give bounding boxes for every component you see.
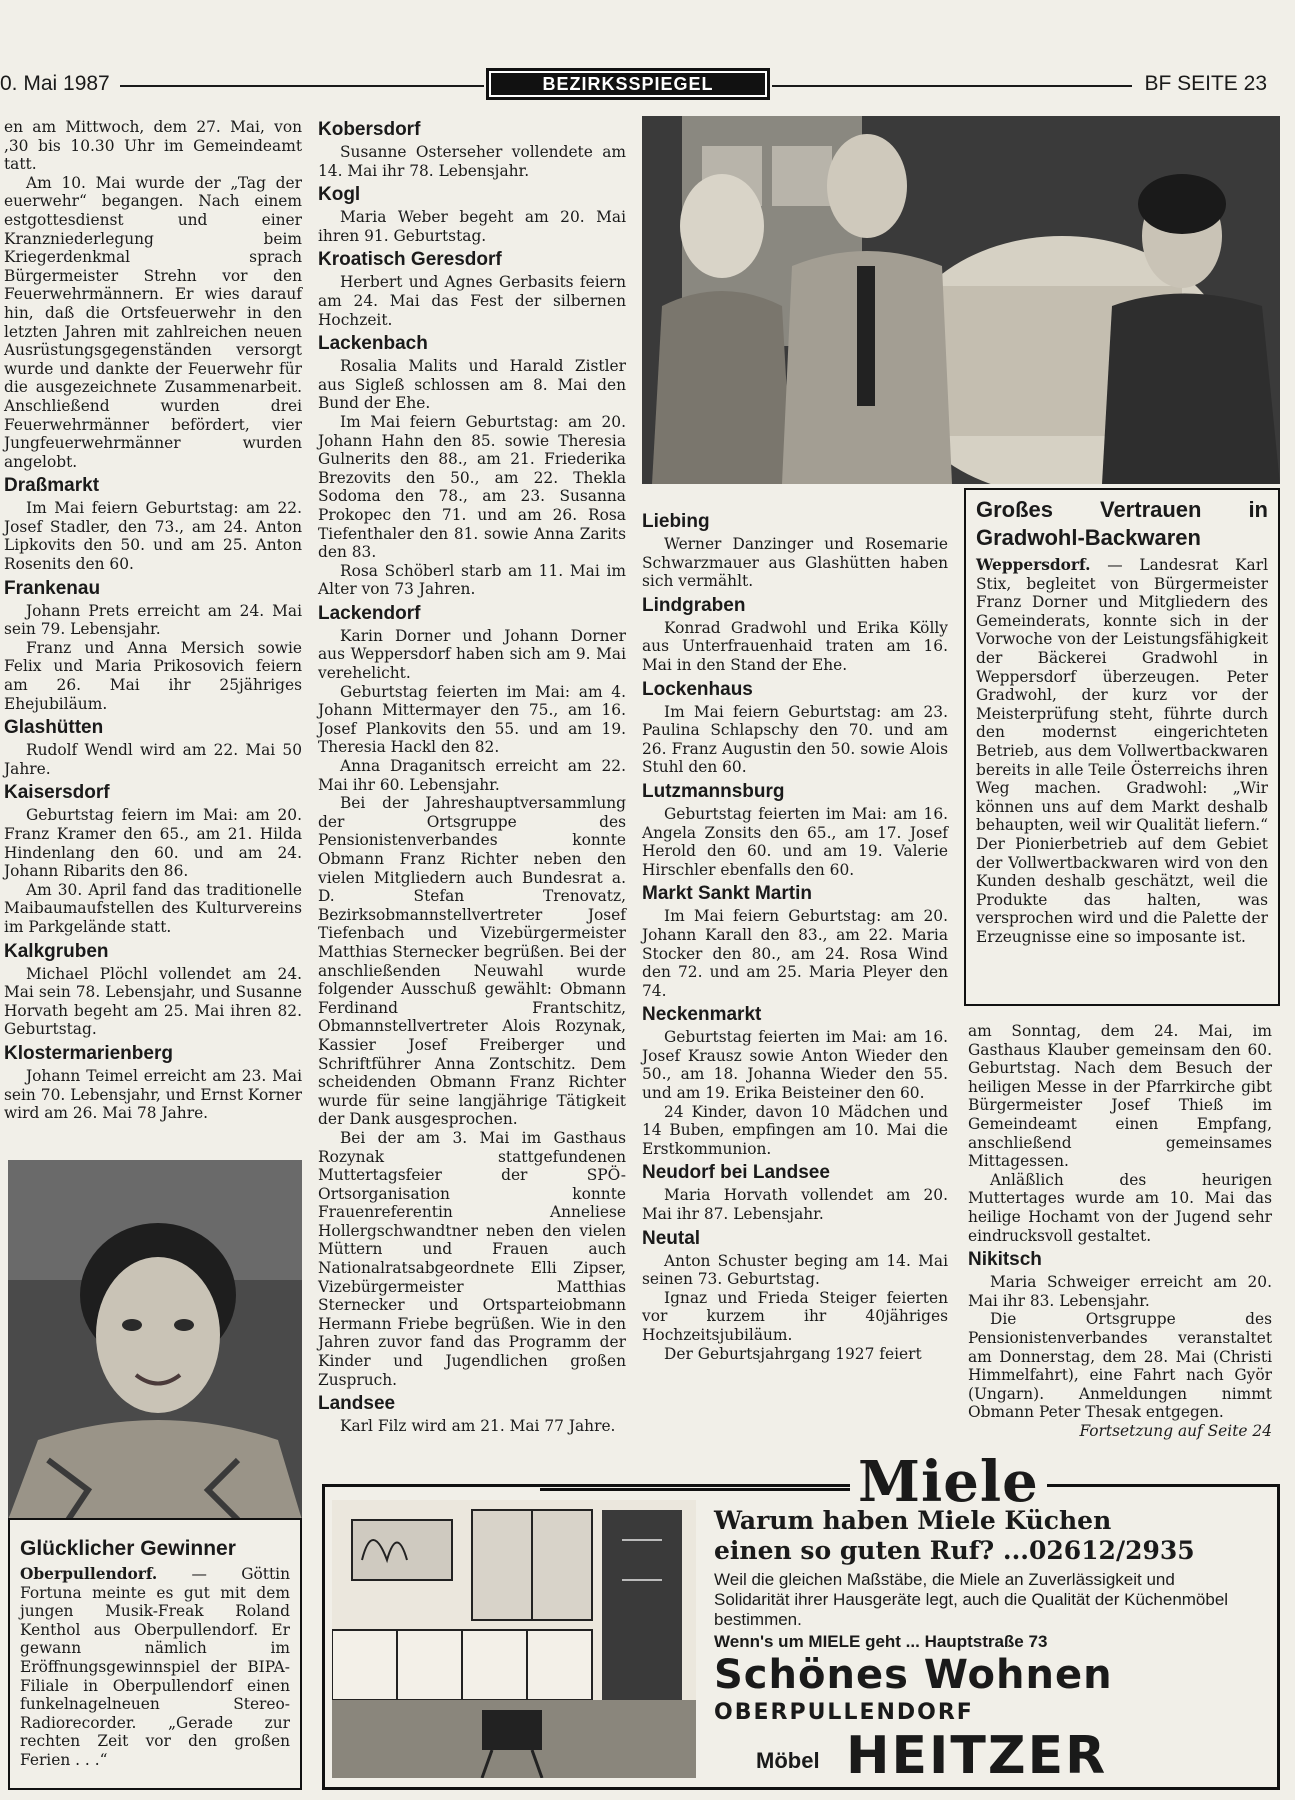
article-text: Geburtstag feierten im Mai: am 16. Angela Zonsits den 65., am 17. Josef Herold den 60. und am 19. Valerie Hirschler ebenfalls den 60. bbox=[642, 804, 948, 879]
winner-title: Glücklicher Gewinner bbox=[20, 1537, 236, 1560]
miele-logo: Miele bbox=[850, 1452, 1047, 1512]
kitchen-drawing bbox=[332, 1500, 696, 1778]
town-heading: Kaisersdorf bbox=[4, 782, 110, 804]
article-text: Die Ortsgruppe des Pensionistenverbandes veranstaltet am Donnerstag, dem 28. Mai (Christi Himmelfahrt), eine Fahrt nach Györ (Ungarn). Anmeldungen nimmt Obmann Peter Thesak entgegen. bbox=[968, 1310, 1272, 1422]
article-text: Bei der am 3. Mai im Gasthaus Rozynak stattgefundenen Muttertagsfeier der SPÖ-Ortsorganisation konnte Frauenreferentin Anneliese Hollergschwandtner neben den vielen Müttern und Frauen auch Nationalratsabgeordnete Elli Zipser, Vizebürgermeister Matthias Sternecker und Ortsparteiobmann Hermann Friebe begrüßen. Wie in den Jahren zuvor fand das Programm der Kinder und Jugendlichen großen Zuspruch. bbox=[318, 1128, 626, 1389]
town-heading: Lindgraben bbox=[642, 594, 746, 616]
section-banner bbox=[486, 68, 770, 100]
article-text: Maria Schweiger erreicht am 20. Mai ihr 83. Lebensjahr. bbox=[968, 1273, 1272, 1310]
article-text: Am 10. Mai wurde der „Tag der euerwehr“ begangen. Nach einem estgottesdienst und einer Kranzniederlegung beim Kriegerdenkmal sprach Bürgermeister Strehn vor den Feuerwehrmännern. Er wies darauf hin, daß die Ortsfeuerwehr in den letzten Jahren mit zahlreichen neuen Ausrüstungsgegenständen versorgt wurde und dankte der Feuerwehr für die ausgezeichnete Zusammenarbeit. Anschließend wurden drei Feuerwehrmänner befördert, vier Jungfeuerwehrmänner wurden angelobt. bbox=[4, 173, 302, 471]
bakery-text: — Landesrat Karl Stix, begleitet von Bürgermeister Franz Dorner und Mitgliedern des Gemeinderats, konnte sich in der Vorwoche von der Leistungsfähigkeit der Bäckerei Gradwohl in Weppersdorf überzeugen. Peter Gradwohl, der kurz vor der Meisterprüfung steht, führte durch den modernst eingerichteten Betrieb, aus dem Vollwertbackwaren bereits in alle Teile Österreichs ihren Weg machen. Gradwohl: „Wir können uns auf dem Markt deshalb behaupten, weil wir Qualität liefern.“ Der Pionierbetrieb auf dem Gebiet der Vollwertbackwaren wird von den Kunden deshalb geschätzt, weil die Produkte das halten, was versprochen wird und die Palette der Erzeugnisse eine so imposante ist. bbox=[976, 556, 1268, 946]
article-text: Werner Danzinger und Rosemarie Schwarzmauer aus Glashütten haben sich vermählt. bbox=[642, 535, 948, 591]
ad-dealer-name: HEITZER bbox=[846, 1726, 1108, 1786]
town-heading: Glashütten bbox=[4, 717, 104, 739]
town-heading: Markt Sankt Martin bbox=[642, 883, 812, 905]
town-heading: Nikitsch bbox=[968, 1249, 1042, 1271]
winner-article bbox=[20, 1534, 290, 1770]
article-text: Rudolf Wendl wird am 22. Mai 50 Jahre. bbox=[4, 741, 302, 778]
article-text: Geburtstag feierten im Mai: am 4. Johann Mittermayer den 75., am 16. Josef Plankovits den 55. und am 19. Theresia Hackl den 82. bbox=[318, 682, 626, 757]
ad-shop-name: Schönes Wohnen bbox=[714, 1652, 1113, 1698]
bakery-title: Großes Vertrauen in Gradwohl-Backwaren bbox=[976, 497, 1268, 550]
bakery-article bbox=[976, 496, 1268, 946]
article-text: Karin Dorner und Johann Dorner aus Weppersdorf haben sich am 9. Mai verehelicht. bbox=[318, 626, 626, 683]
kitchen-illustration bbox=[332, 1500, 696, 1778]
town-heading: Lackendorf bbox=[318, 602, 421, 624]
portrait-drawing bbox=[8, 1160, 302, 1520]
article-text: Anläßlich des heurigen Muttertages wurde am 10. Mai das heilige Hochamt von der Jugend sehr eindrucksvoll gestaltet. bbox=[968, 1170, 1272, 1245]
ad-town: OBERPULLENDORF bbox=[714, 1700, 974, 1725]
article-text: Geburtstag feierten im Mai: am 16. Josef Krausz sowie Anton Wieder den 50., am 18. Johanna Wieder den 55. und am 19. Erika Beisteiner den 60. bbox=[642, 1028, 948, 1103]
article-text: Geburtstag feiern im Mai: am 20. Franz Kramer den 65., am 21. Hilda Hindenlang den 60. und am 24. Johann Ribarits den 86. bbox=[4, 806, 302, 881]
article-text: Anna Draganitsch erreicht am 22. Mai ihr 60. Lebensjahr. bbox=[318, 757, 626, 794]
bakery-place: Weppersdorf. bbox=[976, 556, 1091, 574]
article-text: Johann Teimel erreicht am 23. Mai sein 70. Lebensjahr, und Ernst Korner wird am 26. Mai 78 Jahre. bbox=[4, 1066, 302, 1123]
ad-address: Wenn's um MIELE geht ... Hauptstraße 73 bbox=[714, 1632, 1048, 1651]
page-number: BF SEITE 23 bbox=[1144, 72, 1267, 95]
continued-note: Fortsetzung auf Seite 24 bbox=[1079, 1421, 1272, 1440]
article-text: Maria Horvath vollendet am 20. Mai ihr 87. Lebensjahr. bbox=[642, 1186, 948, 1224]
ad-moebel: Möbel bbox=[756, 1748, 820, 1773]
article-text: Im Mai feiern Geburtstag: am 20. Johann Hahn den 85. sowie Theresia Gulnerits den 88., am 21. Friederika Brezovits den 50., am 22. Thekla Sodoma den 78., am 23. Susanna Prokopec den 71. und am 26. Rosa Tiefenthaler den 81. sowie Anna Zarits den 83. bbox=[318, 412, 626, 562]
article-text: Michael Plöchl vollendet am 24. Mai sein 78. Lebensjahr, und Susanne Horvath begeht am 25. Mai ihren 82. Geburtstag. bbox=[4, 964, 302, 1039]
article-text: Im Mai feiern Geburtstag: am 22. Josef Stadler, den 73., am 24. Anton Lipkovits den 50. und am 25. Anton Rosenits den 60. bbox=[4, 499, 302, 574]
article-text: Konrad Gradwohl und Erika Kölly aus Unterfrauenhaid traten am 16. Mai in den Stand der Ehe. bbox=[642, 618, 948, 674]
town-heading: Lutzmannsburg bbox=[642, 780, 785, 802]
boy-portrait-photo bbox=[8, 1160, 302, 1520]
article-text: Der Geburtsjahrgang 1927 feiert bbox=[664, 1344, 922, 1363]
winner-text: — Göttin Fortuna meinte es gut mit dem jungen Musik-Freak Roland Kenthol aus Oberpullendorf. Er gewann nämlich im Eröffnungsgewinnspiel der BIPA-Filiale in Oberpullendorf einen funkelnagelneuen Stereo-Radiorecorder. „Gerade zur rechten Zeit vor den großen Ferien . . .“ bbox=[20, 1565, 290, 1769]
article-text: Karl Filz wird am 21. Mai 77 Jahre. bbox=[340, 1417, 616, 1436]
article-text: en am Mittwoch, dem 27. Mai, von ,30 bis 10.30 Uhr im Gemeindeamt tatt. bbox=[4, 118, 302, 174]
article-text: Johann Prets erreicht am 24. Mai sein 79. Lebensjahr. bbox=[4, 601, 302, 639]
article-text: Ignaz und Frieda Steiger feierten vor kurzem ihr 40jähriges Hochzeitsjubiläum. bbox=[642, 1288, 948, 1344]
article-text: Rosalia Malits und Harald Zistler aus Sigleß schlossen am 8. Mai den Bund der Ehe. bbox=[318, 357, 626, 413]
town-heading: Lockenhaus bbox=[642, 678, 753, 700]
town-heading: Neutal bbox=[642, 1227, 701, 1249]
article-text: Anton Schuster beging am 14. Mai seinen 73. Geburtstag. bbox=[642, 1251, 948, 1289]
article-text: Am 30. April fand das traditionelle Maibaumaufstellen des Kulturvereins im Parkgelände statt. bbox=[4, 880, 302, 936]
town-heading: Neckenmarkt bbox=[642, 1004, 762, 1026]
town-heading: Lackenbach bbox=[318, 333, 428, 355]
winner-place: Oberpullendorf. bbox=[20, 1565, 158, 1583]
bakery-photo-drawing bbox=[642, 116, 1280, 484]
ad-body-text: Weil die gleichen Maßstäbe, die Miele an Zuverlässigkeit und Solidarität ihrer Hausgeräte legt, auch die Qualität der Küchenmöbel bestimmen. bbox=[714, 1570, 1229, 1629]
article-text: am Sonntag, dem 24. Mai, im Gasthaus Klauber gemeinsam den 60. Geburtstag. Nach dem Besuch der heiligen Messe in der Pfarrkirche gibt Bürgermeister Josef Thieß im Gemeindeamt einen Empfang, anschließend gemeinsames Mittagessen. bbox=[968, 1022, 1272, 1171]
article-text: 24 Kinder, davon 10 Mädchen und 14 Buben, empfingen am 10. Mai die Erstkommunion. bbox=[642, 1102, 948, 1158]
section-title: BEZIRKSSPIEGEL bbox=[491, 73, 765, 95]
town-heading: Landsee bbox=[318, 1393, 396, 1415]
article-text: Im Mai feiern Geburtstag: am 23. Paulina Schlapschy den 70. und am 26. Franz Augustin den 50. sowie Alois Stuhl den 60. bbox=[642, 702, 948, 777]
article-text: Rosa Schöberl starb am 11. Mai im Alter von 73 Jahren. bbox=[318, 561, 626, 599]
article-text: Susanne Osterseher vollendete am 14. Mai ihr 78. Lebensjahr. bbox=[318, 143, 626, 180]
town-heading: Frankenau bbox=[4, 577, 101, 599]
header-rule-left bbox=[120, 85, 484, 87]
article-text: Franz und Anna Mersich sowie Felix und Maria Prikosovich feiern am 26. Mai ihr 25jähriges Ehejubiläum. bbox=[4, 638, 302, 713]
article-text: Maria Weber begeht am 20. Mai ihren 91. Geburtstag. bbox=[318, 208, 626, 245]
column-1 bbox=[4, 118, 302, 1123]
column-4 bbox=[968, 1022, 1272, 1440]
town-heading: Kobersdorf bbox=[318, 119, 421, 140]
town-heading: Draßmarkt bbox=[4, 475, 100, 497]
bakery-visit-photo bbox=[642, 116, 1280, 484]
article-text: Bei der Jahreshauptversammlung der Ortsgruppe des Pensionistenverbandes konnte Obmann Franz Richter neben den vielen Mitgliedern auch Bundesrat a. D. Stefan Trenovatz, Bezirksobmannstellvertreter Josef Tiefenbach und Vizebürgermeister Matthias Sternecker begrüßen. Bei der anschließenden Neuwahl wurde folgender Ausschuß gewählt: Obmann Ferdinand Frantschitz, Obmannstellvertreter Alois Rozynak, Kassier Josef Freiberger und Schriftführer Anna Zontschitz. Dem scheidenden Obmann Franz Richter wurde für seine langjährige Tätigkeit der Dank ausgesprochen. bbox=[318, 794, 626, 1129]
ad-headline-2: einen so guten Ruf? ...02612/2935 bbox=[714, 1536, 1195, 1565]
article-text: Herbert und Agnes Gerbasits feiern am 24. Mai das Fest der silbernen Hochzeit. bbox=[318, 273, 626, 329]
column-2 bbox=[318, 118, 626, 1436]
town-heading: Liebing bbox=[642, 511, 710, 532]
issue-date: 0. Mai 1987 bbox=[0, 72, 110, 95]
town-heading: Kalkgruben bbox=[4, 940, 109, 962]
ad-headline-1: Warum haben Miele Küchen bbox=[714, 1506, 1112, 1535]
column-3 bbox=[642, 510, 948, 1363]
town-heading: Neudorf bei Landsee bbox=[642, 1162, 830, 1184]
town-heading: Kogl bbox=[318, 184, 361, 206]
article-text: Im Mai feiern Geburtstag: am 20. Johann Karall den 83., am 22. Maria Stocker den 80., am 24. Rosa Wind den 72. und am 25. Maria Pleyer den 74. bbox=[642, 907, 948, 1000]
town-heading: Klostermarienberg bbox=[4, 1042, 173, 1064]
ad-rule bbox=[540, 1488, 852, 1491]
town-heading: Kroatisch Geresdorf bbox=[318, 249, 502, 271]
header-rule-right bbox=[772, 85, 1132, 87]
